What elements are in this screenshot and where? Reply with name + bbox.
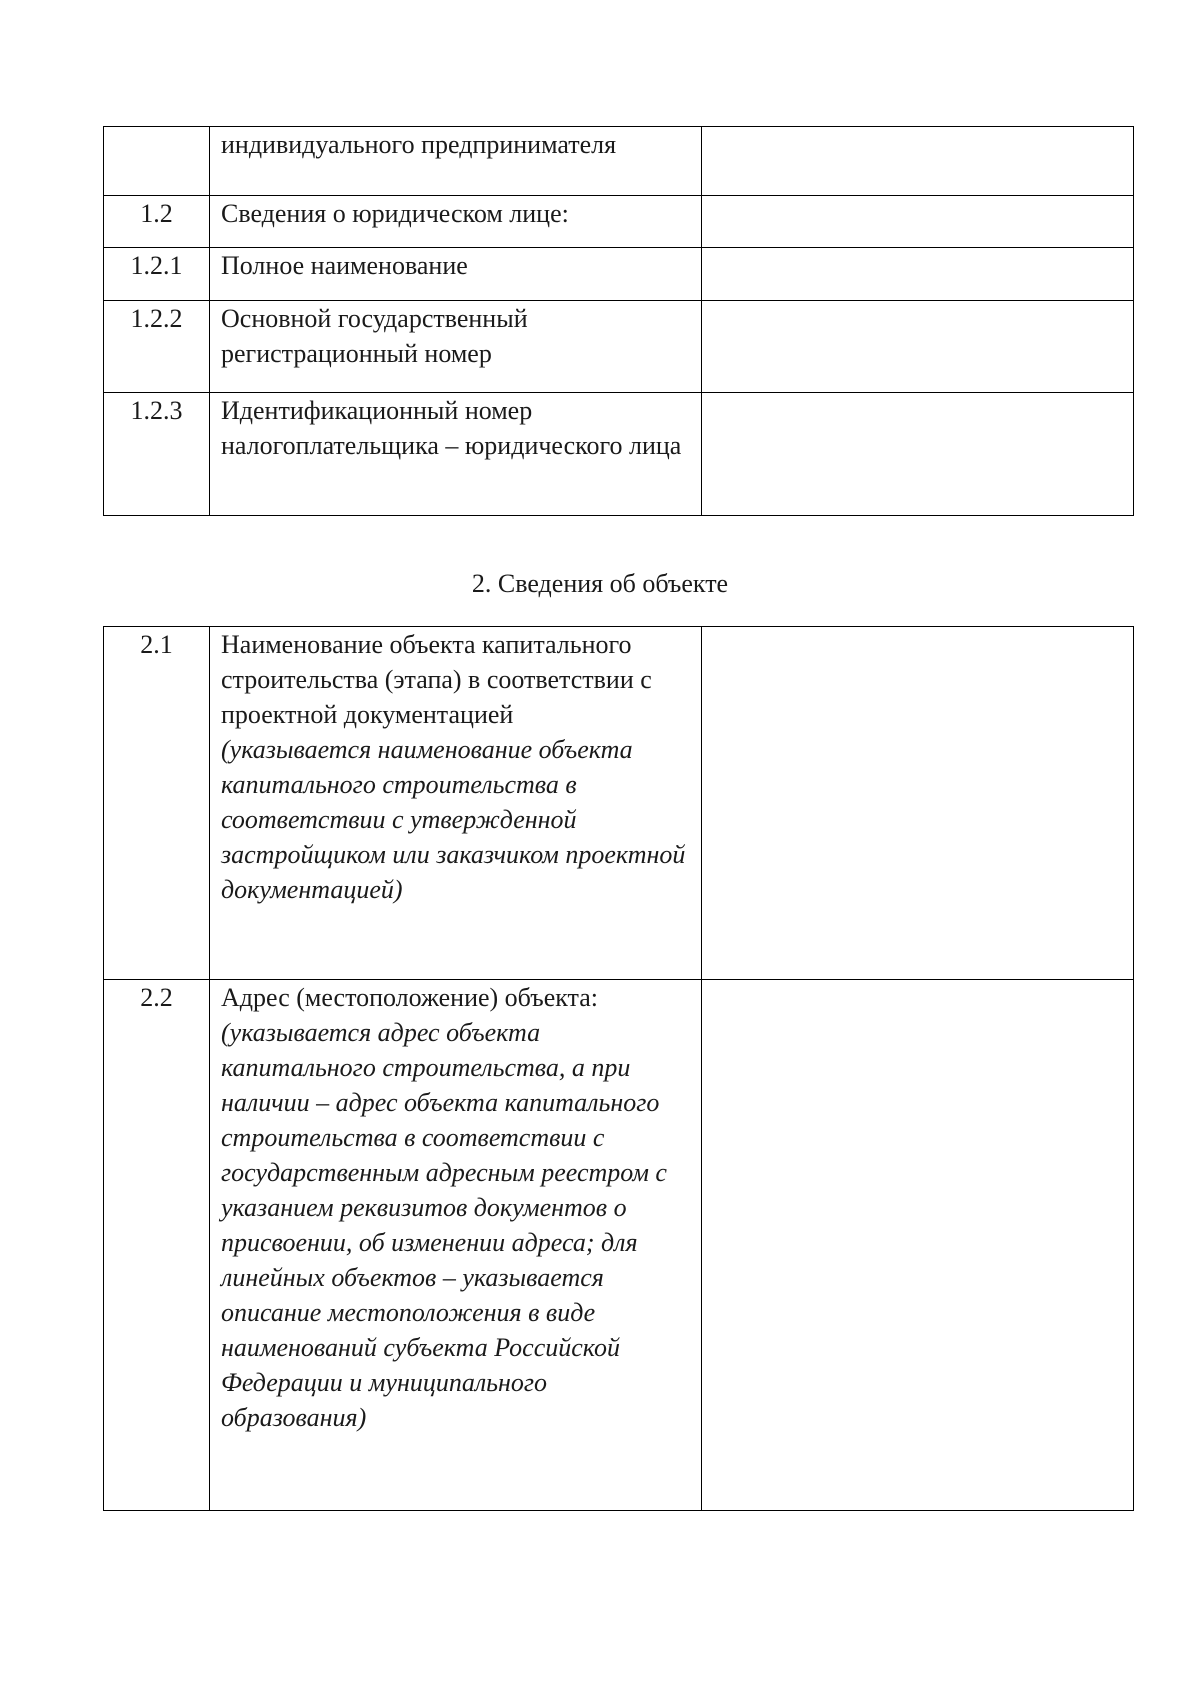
row-value-field[interactable]: [702, 127, 1134, 196]
row-number: 1.2.2: [104, 301, 210, 393]
row-number: 1.2: [104, 196, 210, 248]
table-row: [104, 980, 1134, 1511]
row-hint-text: (указывается адрес объекта капитального строительства, а при наличии – адрес объекта капитального строительства в соответствии с государственным адресным реестром с указанием реквизитов документов о присвоении, об изменении адреса; для линейных объектов – указывается описание местоположения в виде наименований субъекта Российской Федерации и муниципального образования): [221, 1018, 667, 1432]
row-number: 1.2.1: [104, 248, 210, 301]
row-description-text: Полное наименование: [221, 251, 468, 280]
row-description-text: Наименование объекта капитального строительства (этапа) в соответствии с проектной документацией: [221, 630, 652, 729]
row-value-field[interactable]: [702, 627, 1134, 980]
row-description-text: Сведения о юридическом лице:: [221, 199, 569, 228]
object-info-table: [103, 626, 1134, 1511]
row-value-field[interactable]: [702, 980, 1134, 1511]
row-value-field[interactable]: [702, 301, 1134, 393]
table-row: [104, 127, 1134, 196]
applicant-info-table: [103, 126, 1134, 516]
row-value-field[interactable]: [702, 248, 1134, 301]
row-number: 2.1: [104, 627, 210, 980]
row-description-text: Идентификационный номер налогоплательщика – юридического лица: [221, 396, 682, 460]
row-description: [210, 127, 702, 196]
row-description: [210, 196, 702, 248]
row-number: 1.2.3: [104, 393, 210, 516]
row-description-text: индивидуального предпринимателя: [221, 130, 617, 159]
table-row: [104, 393, 1134, 516]
row-description: [210, 980, 702, 1511]
row-number: [104, 127, 210, 196]
row-value-field[interactable]: [702, 393, 1134, 516]
row-description-text: Основной государственный регистрационный номер: [221, 304, 528, 368]
table-row: [104, 196, 1134, 248]
table-row: [104, 627, 1134, 980]
row-hint-text: (указывается наименование объекта капитального строительства в соответствии с утвержденной застройщиком или заказчиком проектной документацией): [221, 735, 686, 904]
table-row: [104, 301, 1134, 393]
row-description: [210, 393, 702, 516]
row-number: 2.2: [104, 980, 210, 1511]
section-heading: 2. Сведения об объекте: [471, 569, 729, 598]
table-row: [104, 248, 1134, 301]
row-description: [210, 301, 702, 393]
row-description-text: Адрес (местоположение) объекта:: [221, 983, 598, 1012]
row-value-field[interactable]: [702, 196, 1134, 248]
row-description: [210, 627, 702, 980]
row-description: [210, 248, 702, 301]
